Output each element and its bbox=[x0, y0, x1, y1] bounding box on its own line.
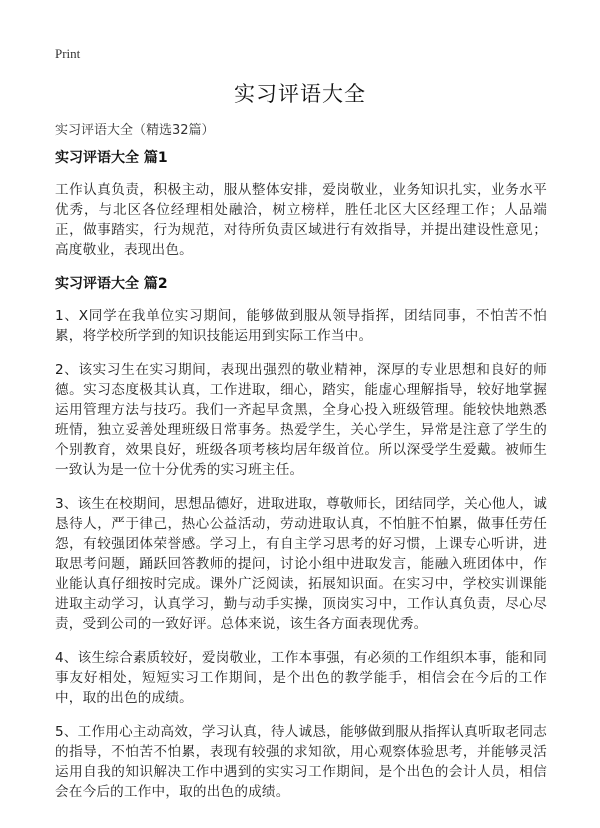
print-label: Print bbox=[55, 46, 81, 61]
paragraph: 2、该实习生在实习期间，表现出强烈的敬业精神，深厚的专业思想和良好的师德。实习态度极其认真，工作进取，细心，踏实，能虚心理解指导，较好地掌握运用管理方法与技巧。我们一齐起早贪黑，全身心投入班级管理。能较快地熟悉班情，独立妥善处理班级日常事务。热爱学生，关心学生，异常是注意了学生的个别教育，效果良好，班级各项考核均居年级首位。所以深受学生爱戴。被师生一致认为是一位十分优秀的实习班主任。 bbox=[55, 362, 547, 478]
paragraph: 1、X同学在我单位实习期间，能够做到服从领导指挥，团结同事，不怕苦不怕累，将学校所学到的知识技能运用到实际工作当中。 bbox=[55, 308, 547, 344]
paragraph: 3、该生在校期间，思想品德好，进取进取，尊敬师长，团结同学，关心他人，诚恳待人，严于律己，热心公益活动，劳动进取认真，不怕脏不怕累，做事任劳任怨，有较强团体荣誉感。学习上，有自主学习思考的好习惯，上课专心听讲，进取思考问题，踊跃回答教师的提问，讨论小组中进取发言，能融入班团体中，作业能认真仔细按时完成。课外广泛阅读，拓展知识面。在实习中，学校实训课能进取主动学习，认真学习，勤与动手实操，顶岗实习中，工作认真负责，尽心尽责，受到公司的一致好评。总体来说，该生各方面表现优秀。 bbox=[55, 496, 547, 632]
section-heading: 实习评语大全 篇2 bbox=[55, 276, 168, 292]
document-subtitle: 实习评语大全（精选32篇） bbox=[55, 123, 215, 138]
section-heading: 实习评语大全 篇1 bbox=[55, 150, 168, 166]
paragraph: 工作认真负责，积极主动，服从整体安排，爱岗敬业，业务知识扎实，业务水平优秀，与北区各位经理相处融洽，树立榜样，胜任北区大区经理工作；人品端正，做事踏实，行为规范，对待所负责区域进行有效指导，并提出建设性意见；高度敬业，表现出色。 bbox=[55, 182, 547, 258]
page-title: 实习评语大全 bbox=[234, 82, 366, 106]
paragraph: 5、工作用心主动高效，学习认真，待人诚恳，能够做到服从指挥认真听取老同志的指导，不怕苦不怕累，表现有较强的求知欲，用心观察体验思考，并能够灵活运用自我的知识解决工作中遇到的实实习工作期间，是个出色的会计人员，相信会在今后的工作中，取的出色的成绩。 bbox=[55, 724, 547, 800]
paragraph: 4、该生综合素质较好，爱岗敬业，工作本事强，有必须的工作组织本事，能和同事友好相处，短短实习工作期间，是个出色的教学能手，相信会在今后的工作中，取的出色的成绩。 bbox=[55, 650, 547, 706]
document-body bbox=[55, 148, 547, 816]
section-2 bbox=[55, 274, 547, 802]
section-1 bbox=[55, 148, 547, 260]
